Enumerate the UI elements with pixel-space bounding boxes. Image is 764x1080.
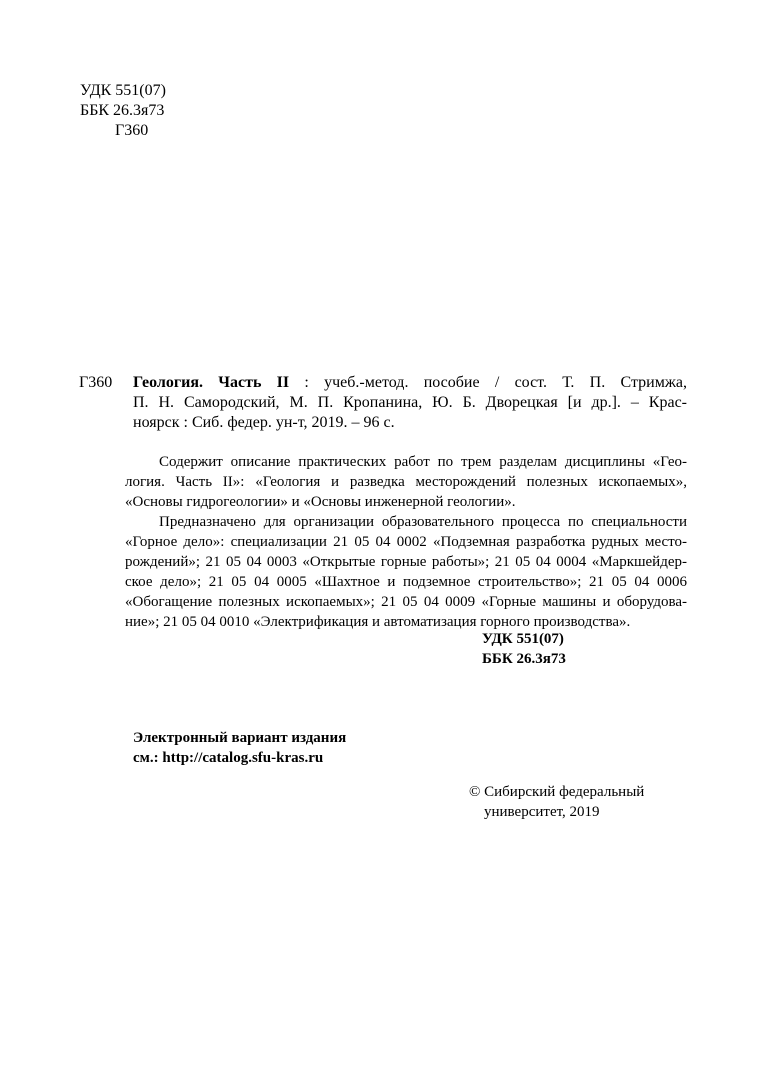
copyright: [469, 782, 644, 822]
copyright-line-1: © Сибирский федеральный: [469, 784, 645, 800]
copyright-line-2: университет, 2019: [484, 804, 600, 820]
bibliographic-entry: [133, 373, 687, 433]
bbk-code: ББК 26.3я73: [80, 102, 165, 119]
entry-line-3: ноярск : Сиб. федер. ун-т, 2019. – 96 с.: [133, 414, 395, 431]
catalog-link: см.: http://catalog.sfu-kras.ru: [133, 750, 324, 766]
annotation: [125, 452, 687, 632]
author-mark: Г360: [115, 122, 149, 139]
annotation-p1-line: логия. Часть II»: «Геология и разведка месторождений полезных ископаемых»,: [125, 474, 687, 490]
annotation-p2-line: ское дело»; 21 05 04 0005 «Шахтное и подземное строительство»; 21 05 04 0006: [125, 574, 687, 590]
annotation-p2-line: рождений»; 21 05 04 0003 «Открытые горные работы»; 21 05 04 0004 «Маркшейдер-: [125, 554, 687, 570]
annotation-p2-line: ние»; 21 05 04 0010 «Электрификация и автоматизация горного производства».: [125, 614, 631, 630]
annotation-p2-line: «Горное дело»: специализации 21 05 04 0002 «Подземная разработка рудных место-: [125, 534, 687, 550]
annotation-p2-line: «Обогащение полезных ископаемых»; 21 05 04 0009 «Горные машины и оборудова-: [125, 594, 687, 610]
electronic-version-label: Электронный вариант издания: [133, 730, 347, 746]
annotation-p2-line: Предназначено для организации образовательного процесса по специальности: [159, 514, 687, 530]
entry-line-2: П. Н. Самородский, М. П. Кропанина, Ю. Б. Дворецкая [и др.]. – Крас-: [133, 394, 687, 411]
annotation-p1-line: Содержит описание практических работ по трем разделам дисциплины «Гео-: [159, 454, 687, 470]
entry-line-1-rest: : учеб.-метод. пособие / сост. Т. П. Стримжа,: [289, 374, 687, 391]
udk-code: УДК 551(07): [80, 82, 166, 99]
annotation-p1-line: «Основы гидрогеологии» и «Основы инженерной геологии».: [125, 494, 516, 510]
entry-line-1: [133, 373, 687, 393]
bottom-bbk-code: ББК 26.3я73: [482, 651, 566, 667]
bottom-udk-code: УДК 551(07): [482, 631, 564, 647]
electronic-version: [133, 728, 346, 768]
entry-mark: Г360: [79, 374, 113, 391]
top-codes: [80, 81, 166, 141]
book-title: Геология. Часть II: [133, 374, 290, 391]
bottom-codes: [482, 629, 566, 669]
